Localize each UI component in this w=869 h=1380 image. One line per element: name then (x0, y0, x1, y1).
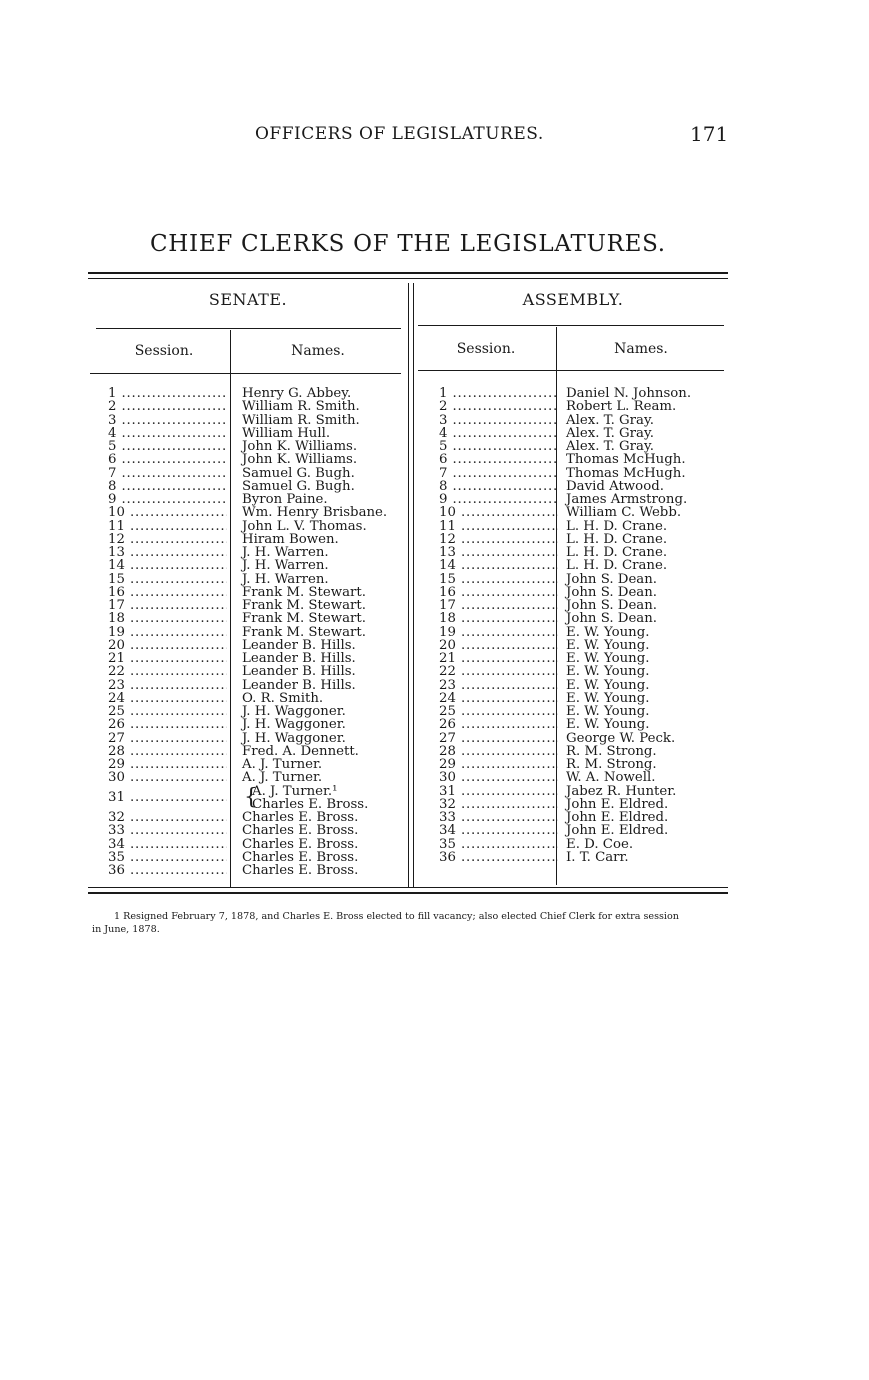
table-row (108, 559, 398, 572)
session-number: 35 ..... (439, 838, 558, 851)
session-number: 36 ..... (439, 851, 558, 864)
table-row (108, 493, 398, 506)
clerk-name: Frank M. Stewart. (242, 624, 366, 640)
session-number: 13 ..... (108, 546, 227, 559)
table-row (439, 400, 729, 413)
clerk-name: R. M. Strong. (566, 757, 657, 772)
clerk-name: I. T. Carr. (566, 849, 629, 865)
table-row (439, 665, 729, 678)
top-rule-thin (88, 278, 728, 279)
table-row (108, 467, 398, 480)
page-title: CHIEF CLERKS OF THE LEGISLATURES. (150, 231, 666, 257)
table-row (108, 427, 398, 440)
session-number: 33 ..... (439, 811, 558, 824)
table-row (439, 599, 729, 612)
table-row (108, 586, 398, 599)
session-number: 11 ..... (108, 520, 227, 533)
clerk-name: David Atwood. (566, 478, 664, 494)
table-row (108, 480, 398, 493)
table-row (439, 798, 729, 811)
session-number: 16 ..... (439, 586, 558, 599)
session-number: 2 ..... (439, 400, 558, 413)
table-row (439, 692, 729, 705)
clerk-name: Samuel G. Bugh. (242, 478, 355, 494)
table-row (439, 453, 729, 466)
table-row (108, 851, 398, 864)
session-number: 14 ..... (108, 559, 227, 572)
clerk-name: George W. Peck. (566, 730, 676, 746)
clerk-name: William R. Smith. (242, 412, 360, 428)
clerk-name: J. H. Warren. (242, 545, 329, 560)
clerk-name: Daniel N. Johnson. (566, 386, 692, 401)
clerk-name: John S. Dean. (566, 584, 658, 600)
table-row (108, 771, 398, 784)
table-row (439, 652, 729, 665)
table-row (108, 546, 398, 559)
table-row (439, 387, 729, 400)
session-number: 33 ..... (108, 824, 227, 837)
session-number: 15 ..... (439, 573, 558, 586)
session-number: 22 ..... (439, 665, 558, 678)
clerk-name: John S. Dean. (566, 611, 658, 627)
table-row (108, 626, 398, 639)
clerk-name: A. J. Turner.¹ (252, 783, 338, 799)
table-row (108, 414, 398, 427)
clerk-name: John E. Eldred. (566, 823, 669, 839)
table-row (108, 573, 398, 586)
table-row (439, 626, 729, 639)
clerk-name: John E. Eldred. (566, 796, 669, 812)
footnote-line-1: 1 Resigned February 7, 1878, and Charles E. Bross elected to fill vacancy; also elected Chief Clerk for extra session (114, 911, 679, 922)
table-row (108, 387, 398, 400)
session-number: 8 ..... (108, 480, 227, 493)
session-number: 6 ..... (108, 453, 227, 466)
table-row (439, 838, 729, 851)
clerk-name: Hiram Bowen. (242, 531, 339, 547)
session-number: 1 ..... (108, 387, 227, 400)
session-number: 7 ..... (439, 467, 558, 480)
clerk-name: Alex. T. Gray. (566, 412, 654, 428)
table-row (108, 785, 398, 812)
clerk-name: Charles E. Bross. (242, 823, 359, 839)
clerk-name: Jabez R. Hunter. (566, 783, 677, 799)
clerk-name: E. W. Young. (566, 624, 650, 640)
session-number: 2 ..... (108, 400, 227, 413)
clerk-name: J. H. Waggoner. (242, 717, 346, 733)
table-row (439, 480, 729, 493)
clerk-name: Alex. T. Gray. (566, 439, 654, 454)
senate-header-rule (90, 373, 401, 374)
session-number: 27 ..... (439, 732, 558, 745)
session-number: 18 ..... (439, 612, 558, 625)
bottom-rule-thick (88, 892, 728, 894)
clerk-name: Leander B. Hills. (242, 637, 356, 653)
table-row (439, 758, 729, 771)
clerk-name: Charles E. Bross. (242, 836, 359, 852)
session-number: 10 ..... (108, 506, 227, 519)
session-number: 27 ..... (108, 732, 227, 745)
table-row (439, 612, 729, 625)
session-number: 24 ..... (108, 692, 227, 705)
session-number: 26 ..... (439, 718, 558, 731)
table-row (439, 586, 729, 599)
clerk-name: E. D. Coe. (566, 836, 634, 852)
session-number: 34 ..... (108, 838, 227, 851)
assembly-heading: ASSEMBLY. (522, 290, 624, 309)
table-row (439, 546, 729, 559)
clerk-name: Leander B. Hills. (242, 651, 356, 666)
table-row (439, 414, 729, 427)
footnote (92, 910, 732, 936)
assembly-heading-rule (418, 325, 724, 326)
session-number: 26 ..... (108, 718, 227, 731)
clerk-name: John S. Dean. (566, 598, 658, 613)
session-number: 14 ..... (439, 559, 558, 572)
clerk-name: L. H. D. Crane. (566, 518, 668, 534)
top-rule-thick (88, 272, 728, 274)
session-number: 5 ..... (108, 440, 227, 453)
clerk-name: Wm. Henry Brisbane. (242, 505, 388, 521)
clerk-name: A. J. Turner. (242, 757, 323, 772)
footnote-line-2: in June, 1878. (92, 924, 160, 935)
table-row (108, 400, 398, 413)
table-row (108, 705, 398, 718)
clerk-name: L. H. D. Crane. (566, 545, 668, 560)
session-number: 8 ..... (439, 480, 558, 493)
session-number: 20 ..... (439, 639, 558, 652)
session-number: 21 ..... (439, 652, 558, 665)
clerk-name: John K. Williams. (242, 452, 358, 468)
session-number: 34 ..... (439, 824, 558, 837)
clerk-name: Byron Paine. (242, 492, 328, 507)
session-number: 31 ..... (108, 791, 227, 804)
clerk-name: Thomas McHugh. (566, 452, 686, 468)
table-row (439, 771, 729, 784)
table-row (439, 851, 729, 864)
clerk-name: Frank M. Stewart. (242, 611, 366, 627)
table-row (439, 718, 729, 731)
table-row (108, 652, 398, 665)
session-number: 23 ..... (108, 679, 227, 692)
clerk-name: James Armstrong. (566, 492, 688, 507)
session-number: 4 ..... (439, 427, 558, 440)
session-number: 9 ..... (439, 493, 558, 506)
clerk-name: Frank M. Stewart. (242, 584, 366, 600)
table-row (439, 785, 729, 798)
session-number: 30 ..... (439, 771, 558, 784)
assembly-header-rule (418, 370, 724, 371)
clerk-name-successor: Charles E. Bross. (252, 796, 369, 812)
session-number: 11 ..... (439, 520, 558, 533)
senate-heading-rule (96, 328, 401, 329)
table-row (108, 758, 398, 771)
session-number: 18 ..... (108, 612, 227, 625)
session-number: 35 ..... (108, 851, 227, 864)
session-number: 17 ..... (108, 599, 227, 612)
table-row (439, 745, 729, 758)
session-number: 19 ..... (108, 626, 227, 639)
table-row (108, 533, 398, 546)
table-row (108, 679, 398, 692)
session-number: 25 ..... (108, 705, 227, 718)
session-number: 32 ..... (108, 811, 227, 824)
session-number: 4 ..... (108, 427, 227, 440)
table-row (439, 824, 729, 837)
session-number: 24 ..... (439, 692, 558, 705)
clerk-name: Frank M. Stewart. (242, 598, 366, 613)
clerk-name: Charles E. Bross. (242, 810, 359, 825)
session-number: 29 ..... (108, 758, 227, 771)
table-row (108, 639, 398, 652)
session-number: 12 ..... (108, 533, 227, 546)
clerk-name: Leander B. Hills. (242, 664, 356, 680)
table-row (439, 573, 729, 586)
clerk-name: Fred. A. Dennett. (242, 743, 359, 759)
center-divider-right (413, 283, 414, 888)
clerk-name: Charles E. Bross. (242, 863, 359, 878)
session-number: 29 ..... (439, 758, 558, 771)
table-row (108, 692, 398, 705)
clerk-name: John S. Dean. (566, 571, 658, 587)
session-number: 30 ..... (108, 771, 227, 784)
session-number: 13 ..... (439, 546, 558, 559)
senate-rows (108, 387, 398, 877)
clerk-name: E. W. Young. (566, 637, 650, 653)
table-row (439, 427, 729, 440)
clerk-name: Samuel G. Bugh. (242, 465, 355, 481)
table-row (108, 732, 398, 745)
table-row (439, 440, 729, 453)
table-row (439, 520, 729, 533)
assembly-rows (439, 387, 729, 864)
clerk-name: William Hull. (242, 425, 331, 441)
clerk-name: E. W. Young. (566, 717, 650, 733)
clerk-name: John E. Eldred. (566, 810, 669, 825)
session-number: 16 ..... (108, 586, 227, 599)
table-row (108, 612, 398, 625)
clerk-name: E. W. Young. (566, 690, 650, 706)
session-number: 23 ..... (439, 679, 558, 692)
clerk-name: E. W. Young. (566, 677, 650, 693)
bottom-rule-thin (88, 887, 728, 888)
clerk-name: O. R. Smith. (242, 690, 324, 706)
session-number: 36 ..... (108, 864, 227, 877)
session-number: 32 ..... (439, 798, 558, 811)
senate-heading: SENATE. (208, 290, 288, 309)
table-row (439, 732, 729, 745)
clerk-name: J. H. Waggoner. (242, 704, 346, 719)
table-row (108, 718, 398, 731)
session-number: 21 ..... (108, 652, 227, 665)
session-number: 9 ..... (108, 493, 227, 506)
session-number: 1 ..... (439, 387, 558, 400)
clerk-name: Leander B. Hills. (242, 677, 356, 693)
session-number: 6 ..... (439, 453, 558, 466)
table-row (439, 811, 729, 824)
table-row (439, 639, 729, 652)
session-number: 3 ..... (439, 414, 558, 427)
session-number: 15 ..... (108, 573, 227, 586)
clerk-name: William R. Smith. (242, 399, 360, 415)
clerk-name: J. H. Warren. (242, 558, 329, 574)
session-number: 31 ..... (439, 785, 558, 798)
assembly-session-header: Session. (456, 341, 516, 357)
table-row (439, 467, 729, 480)
clerk-name: J. H. Warren. (242, 571, 329, 587)
table-row (108, 824, 398, 837)
session-number: 22 ..... (108, 665, 227, 678)
table-row (439, 506, 729, 519)
session-number: 12 ..... (439, 533, 558, 546)
session-number: 10 ..... (439, 506, 558, 519)
running-head: OFFICERS OF LEGISLATURES. (255, 124, 544, 144)
table-row (108, 453, 398, 466)
clerk-name: E. W. Young. (566, 664, 650, 680)
session-number: 17 ..... (439, 599, 558, 612)
assembly-names-header: Names. (614, 341, 668, 357)
table-row (439, 493, 729, 506)
page-number: 171 (690, 122, 729, 146)
session-number: 28 ..... (439, 745, 558, 758)
clerk-name: Thomas McHugh. (566, 465, 686, 481)
session-number: 7 ..... (108, 467, 227, 480)
clerk-name: W. A. Nowell. (566, 770, 656, 786)
clerk-name: John L. V. Thomas. (242, 518, 367, 534)
table-row (108, 599, 398, 612)
session-number: 20 ..... (108, 639, 227, 652)
session-number: 28 ..... (108, 745, 227, 758)
clerk-name: E. W. Young. (566, 704, 650, 719)
table-row (108, 838, 398, 851)
clerk-name: Robert L. Ream. (566, 399, 677, 415)
clerks-table (88, 268, 728, 908)
clerk-name: L. H. D. Crane. (566, 531, 668, 547)
brace-glyph: { (244, 784, 258, 810)
table-row (439, 705, 729, 718)
table-row (108, 745, 398, 758)
table-row (439, 533, 729, 546)
table-row (439, 679, 729, 692)
clerk-name: John K. Williams. (242, 439, 358, 454)
clerk-name: Henry G. Abbey. (242, 386, 352, 401)
senate-session-header: Session. (134, 343, 194, 359)
clerk-name: A. J. Turner. (242, 770, 323, 786)
clerk-name: R. M. Strong. (566, 743, 657, 759)
session-number: 19 ..... (439, 626, 558, 639)
clerk-name: J. H. Waggoner. (242, 730, 346, 746)
session-number: 3 ..... (108, 414, 227, 427)
center-divider-left (408, 283, 409, 888)
clerk-name: Charles E. Bross. (242, 849, 359, 865)
clerk-name: Alex. T. Gray. (566, 425, 654, 441)
clerk-name: William C. Webb. (566, 505, 682, 521)
clerk-name: E. W. Young. (566, 651, 650, 666)
table-row (108, 506, 398, 519)
table-row (108, 665, 398, 678)
clerk-name: L. H. D. Crane. (566, 558, 668, 574)
table-row (108, 520, 398, 533)
senate-names-header: Names. (291, 343, 345, 359)
session-number: 5 ..... (439, 440, 558, 453)
table-row (439, 559, 729, 572)
table-row (108, 811, 398, 824)
table-row (108, 864, 398, 877)
table-row (108, 440, 398, 453)
session-number: 25 ..... (439, 705, 558, 718)
